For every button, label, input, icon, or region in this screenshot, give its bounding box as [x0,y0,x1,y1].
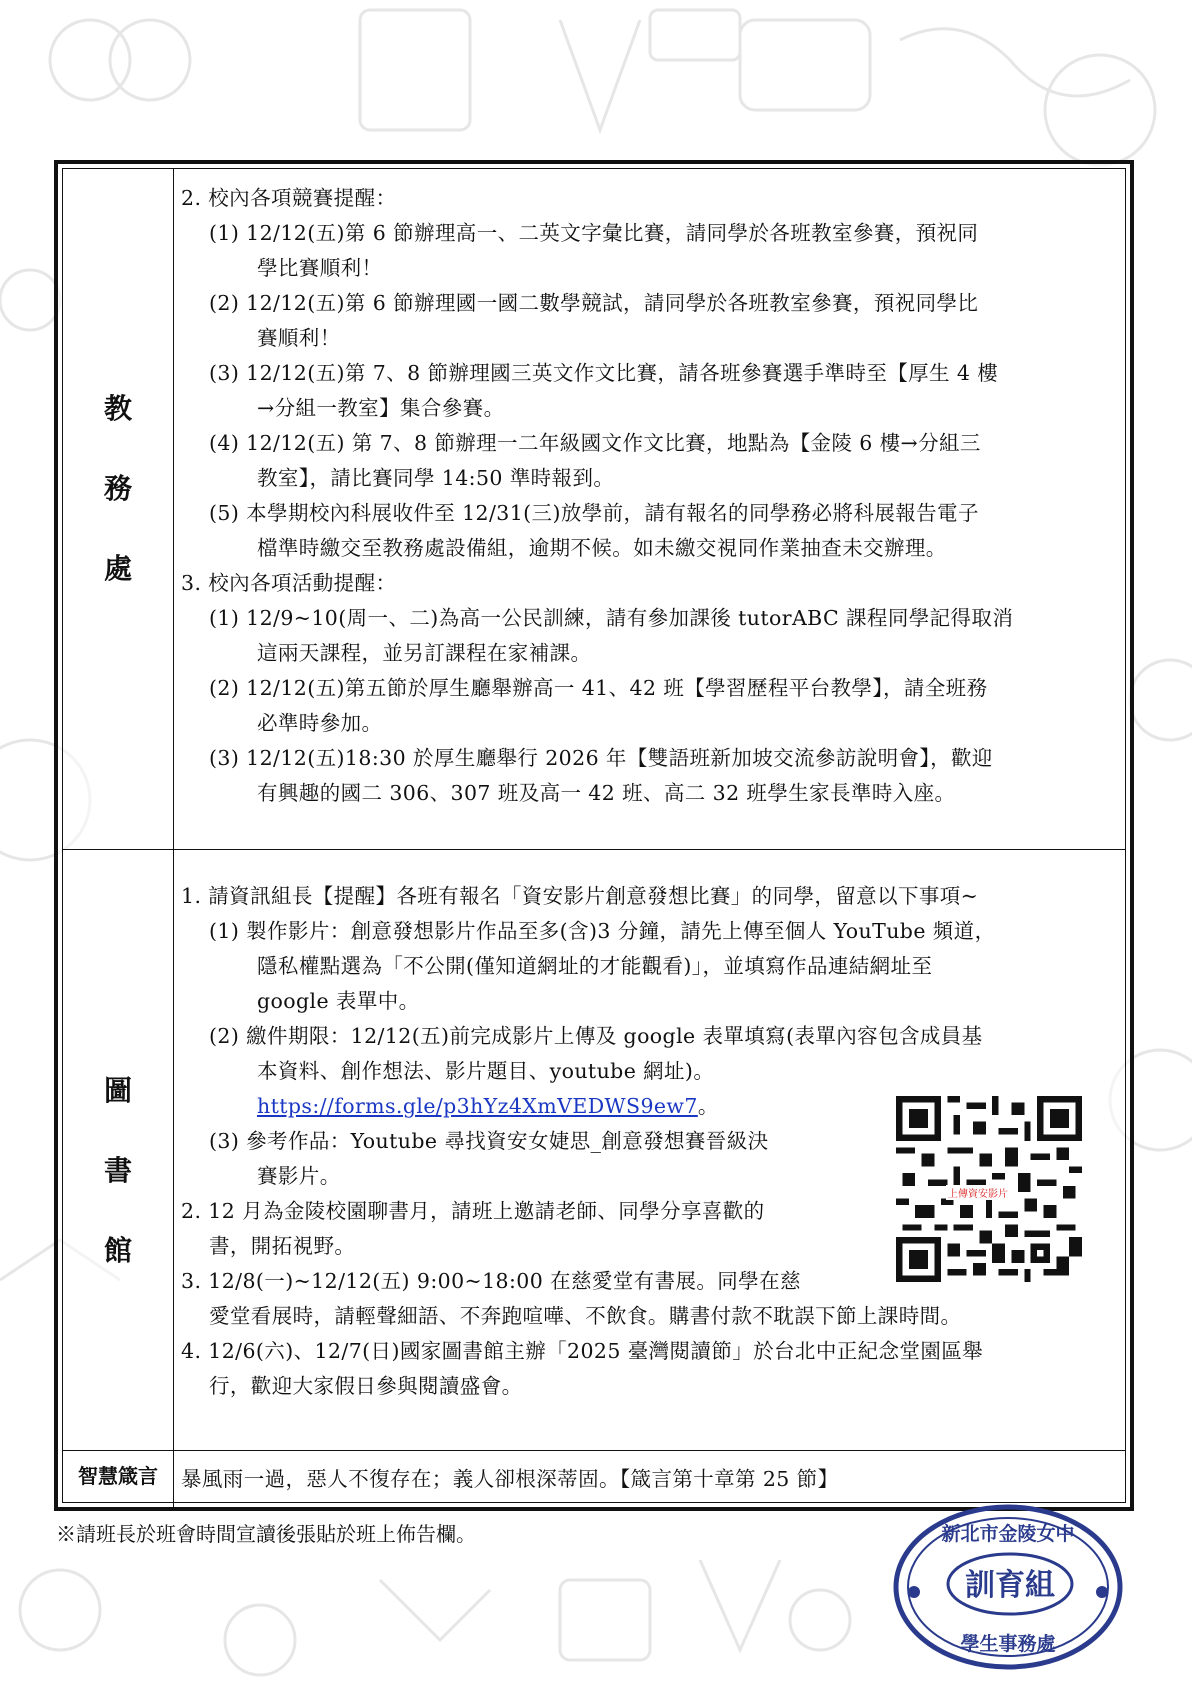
library-label [63,849,174,1450]
stamp-bottom-text: 學生事務處 [960,1633,1056,1655]
stamp-center-text: 訓育組 [965,1568,1055,1603]
list-item-continued: 必準時參加。 [257,711,383,735]
doodle-pencil-icon [560,20,640,130]
proverb-content [181,1450,1115,1508]
bulletin-table [54,160,1134,1511]
list-item-continued: 這兩天課程，並另訂課程在家補課。 [257,641,592,665]
proverb-label: 智慧箴言 [78,1464,158,1488]
section-heading: 1. 請資訊組長【提醒】各班有報名「資安影片創意發想比賽」的同學，留意以下事項~ [181,884,979,908]
list-item-continued: 賽順利！ [257,326,341,350]
list-item-continued: 教室】，請比賽同學 14:50 準時報到。 [257,466,615,490]
academic-affairs-section [63,169,1125,850]
list-item: (3) 12/12(五)第 7、8 節辦理國三英文作文比賽，請各班參賽選手準時至【厚生 4 樓 [209,361,999,385]
bulletin-table-inner [62,168,1126,1503]
dept-char: 館 [103,1234,132,1267]
list-item-continued: 檔準時繳交至教務處設備組，逾期不候。如未繳交視同作業抽查未交辦理。 [257,536,947,560]
section-heading: 3. 校內各項活動提醒： [181,571,397,595]
stamp-flower-icon [1096,1586,1108,1598]
list-item-continued: 賽影片。 [257,1164,341,1188]
list-item-continued: 隱私權點選為「不公開(僅知道網址的才能觀看)」，並填寫作品連結網址至 [257,954,933,978]
qr-caption: 上傳資安影片 [946,1185,1010,1200]
stamp-top-text: 新北市金陵女中 [941,1523,1075,1545]
list-item: (2) 12/12(五)第 6 節辦理國一國二數學競試，請同學於各班教室參賽，預祝同學比 [209,291,979,315]
proverb-section [63,1450,1125,1508]
list-item-continued: 行，歡迎大家假日參與閱讀盛會。 [209,1374,523,1398]
footer-note: ※請班長於班會時間宣讀後張貼於班上佈告欄。 [56,1522,476,1546]
academic-affairs-content [181,169,1115,849]
doodle-scissors-icon [50,20,130,100]
dept-char: 書 [103,1154,132,1187]
proverb-label-cell [63,1450,174,1508]
doodle-microscope-icon [740,20,870,110]
list-item: (2) 繳件期限：12/12(五)前完成影片上傳及 google 表單填寫(表單內容包含成員基 [209,1024,983,1048]
list-item: (3) 參考作品：Youtube 尋找資安女婕思_創意發想賽晉級決 [209,1129,769,1153]
list-item: (4) 12/12(五) 第 7、8 節辦理一二年級國文作文比賽，地點為【金陵 6 樓→分組三 [209,431,981,455]
list-item: (1) 12/12(五)第 6 節辦理高一、二英文字彙比賽，請同學於各班教室參賽，預祝同 [209,221,979,245]
doodle-smiley-icon [20,1570,100,1650]
section-heading: 2. 校內各項競賽提醒： [181,186,397,210]
list-item-continued: 有興趣的國二 306、307 班及高一 42 班、高二 32 班學生家長準時入座。 [257,781,956,805]
dept-char: 處 [103,552,132,585]
section-heading: 3. 12/8(一)~12/12(五) 9:00~18:00 在慈愛堂有書展。同學在慈 [181,1269,801,1293]
dept-char: 教 [103,392,132,425]
section-heading: 4. 12/6(六)、12/7(日)國家圖書館主辦「2025 臺灣閱讀節」於台北中正紀念堂園區舉 [181,1339,984,1363]
list-item: (1) 製作影片：創意發想影片作品至多(含)3 分鐘，請先上傳至個人 YouTube 頻道， [209,919,996,943]
dept-char: 務 [103,472,132,505]
list-item-continued: 本資料、創作想法、影片題目、youtube 網址)。 [257,1059,715,1083]
list-item: (5) 本學期校內科展收件至 12/31(三)放學前，請有報名的同學務必將科展報告電子 [209,501,979,525]
dept-char: 圖 [103,1074,132,1107]
list-item-continued: 愛堂看展時，請輕聲細語、不奔跑喧嘩、不飲食。購書付款不耽誤下節上課時間。 [209,1304,962,1328]
section-heading: 2. 12 月為金陵校園聊書月，請班上邀請老師、同學分享喜歡的 [181,1199,765,1223]
list-item-continued: →分組一教室】集合參賽。 [257,396,505,420]
proverb-text: 暴風雨一過，惡人不復存在；義人卻根深蒂固。【箴言第十章第 25 節】 [181,1467,839,1491]
doodle-sun-icon [0,270,60,330]
list-item: (1) 12/9~10(周一、二)為高一公民訓練，請有參加課後 tutorABC 課程同學記得取消 [209,606,1014,630]
list-item-continued: google 表單中。 [257,989,420,1013]
stamp-flower-icon [908,1586,920,1598]
academic-affairs-label [63,169,174,849]
google-form-link[interactable]: https://forms.gle/p3hYz4XmVEDWS9ew7 [257,1094,698,1118]
form-link-suffix: 。 [697,1094,719,1118]
list-item: (3) 12/12(五)18:30 於厚生廳舉行 2026 年【雙語班新加坡交流參訪說明會】，歡迎 [209,746,993,770]
form-link-line [257,1089,719,1119]
list-item-continued: 書，開拓視野。 [209,1234,356,1258]
list-item: (2) 12/12(五)第五節於厚生廳舉辦高一 41、42 班【學習歷程平台教學】，請全班務 [209,676,988,700]
official-stamp-icon [890,1502,1126,1672]
list-item-continued: 學比賽順利！ [257,256,383,280]
doodle-flask-icon [360,10,470,130]
